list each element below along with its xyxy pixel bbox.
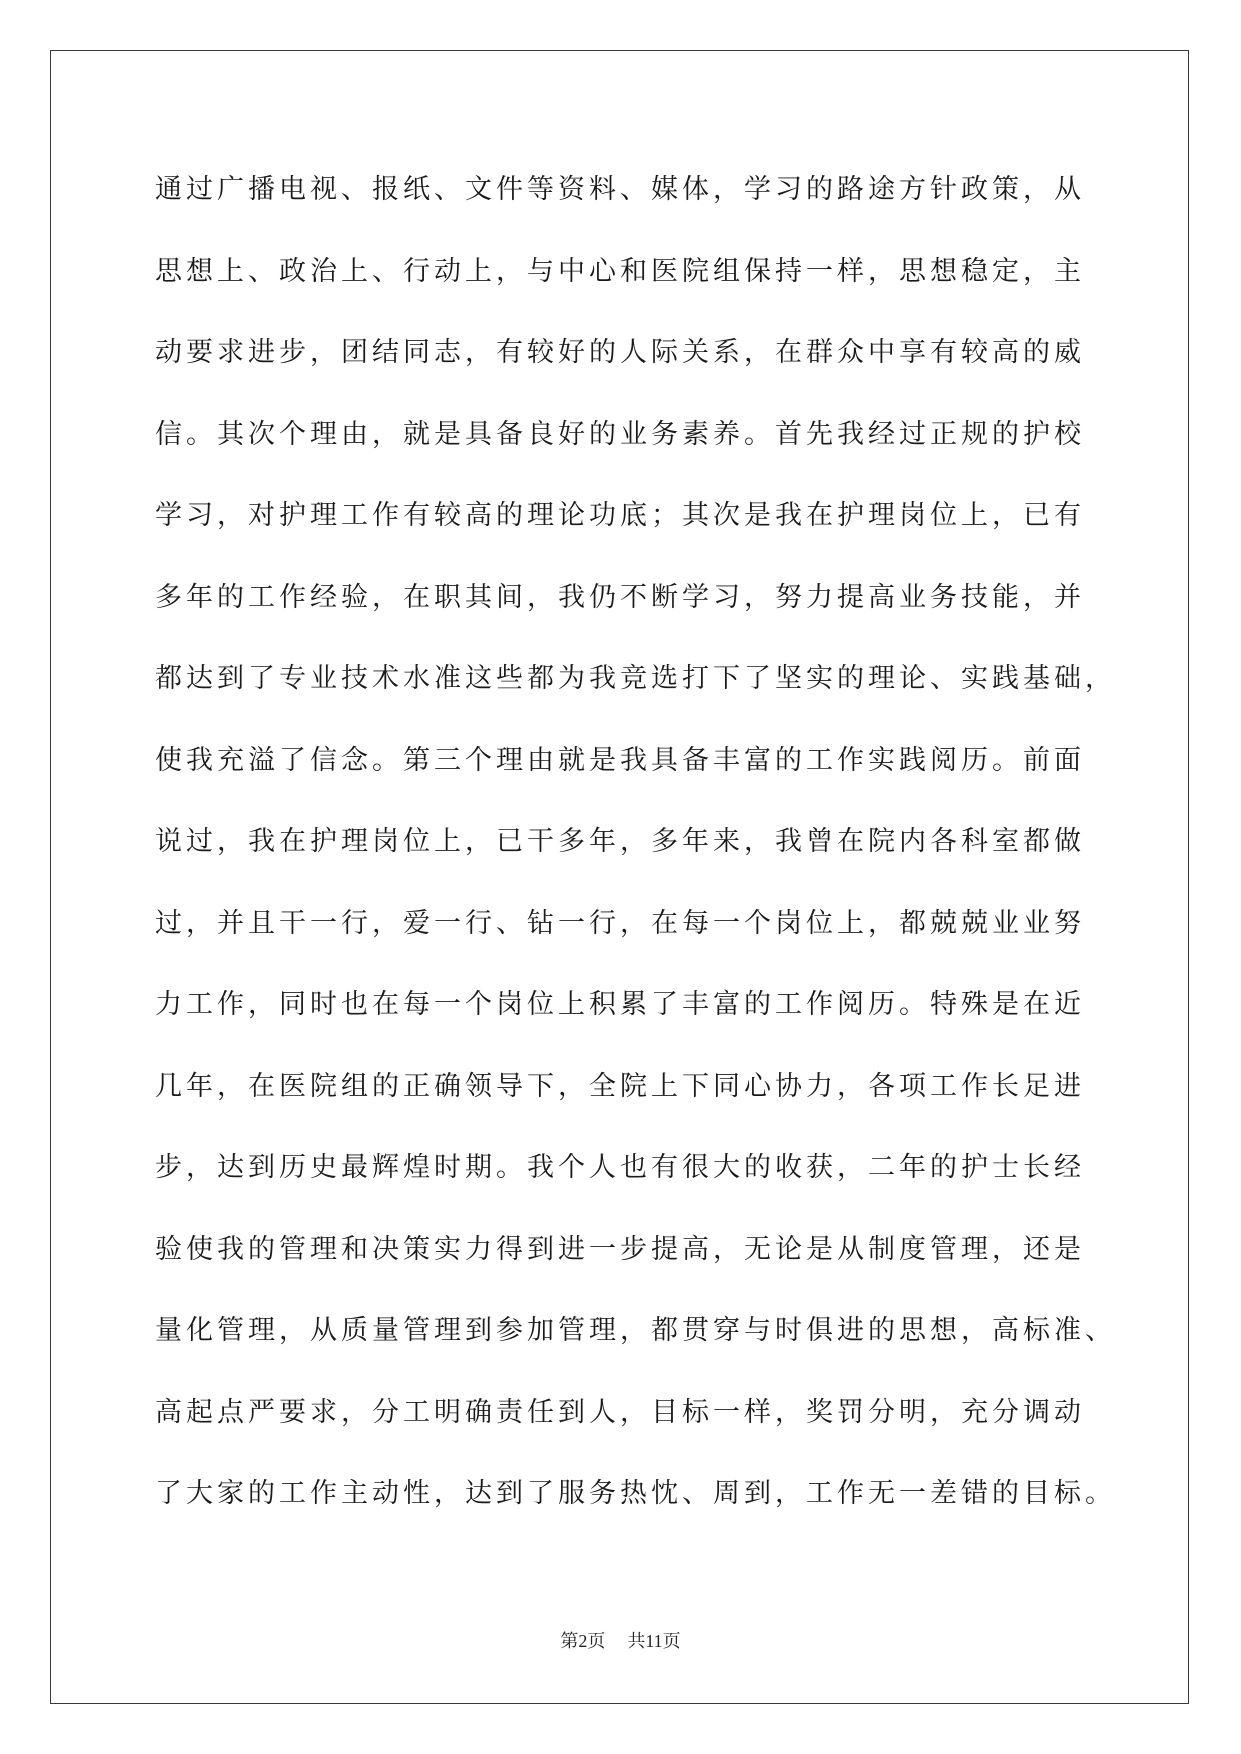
text-line: 使我充溢了信念。第三个理由就是我具备丰富的工作实践阅历。前面 — [155, 744, 1085, 776]
text-line: 思想上、政治上、行动上，与中心和医院组保持一样，思想稳定，主 — [155, 255, 1085, 287]
text-line: 几年，在医院组的正确领导下，全院上下同心协力，各项工作长足进 — [155, 1070, 1085, 1102]
text-line: 说过，我在护理岗位上，已干多年，多年来，我曾在院内各科室都做 — [155, 826, 1085, 857]
text-line: 验使我的管理和决策实力得到进一步提高，无论是从制度管理，还是 — [155, 1233, 1085, 1265]
text-line: 多年的工作经验，在职其间，我仍不断学习，努力提高业务技能，并 — [155, 581, 1085, 613]
page-total: 共11页 — [627, 1631, 681, 1651]
body-text — [155, 149, 1115, 1535]
text-line: 步，达到历史最辉煌时期。我个人也有很大的收获，二年的护士长经 — [155, 1152, 1085, 1183]
text-line: 量化管理，从质量管理到参加管理，都贯穿与时俱进的思想，高标准、 — [155, 1315, 1116, 1346]
text-line: 力工作，同时也在每一个岗位上积累了丰富的工作阅历。特殊是在近 — [155, 989, 1085, 1020]
text-line: 学习，对护理工作有较高的理论功底；其次是我在护理岗位上，已有 — [155, 500, 1085, 531]
text-line: 都达到了专业技术水准这些都为我竞选打下了坚实的理论、实践基础， — [155, 663, 1116, 694]
text-line: 通过广播电视、报纸、文件等资料、媒体，学习的路途方针政策，从 — [155, 174, 1085, 205]
text-line: 高起点严要求，分工明确责任到人，目标一样，奖罚分明，充分调动 — [155, 1396, 1085, 1428]
text-line: 信。其次个理由，就是具备良好的业务素养。首先我经过正规的护校 — [155, 418, 1085, 450]
text-line: 过，并且干一行，爱一行、钻一行，在每一个岗位上，都兢兢业业努 — [155, 907, 1085, 939]
page-footer — [0, 1627, 1241, 1653]
text-line: 动要求进步，团结同志，有较好的人际关系，在群众中享有较高的威 — [155, 337, 1085, 368]
page-number: 第2页 — [560, 1631, 606, 1651]
text-line: 了大家的工作主动性，达到了服务热忱、周到，工作无一差错的目标。 — [155, 1478, 1116, 1509]
